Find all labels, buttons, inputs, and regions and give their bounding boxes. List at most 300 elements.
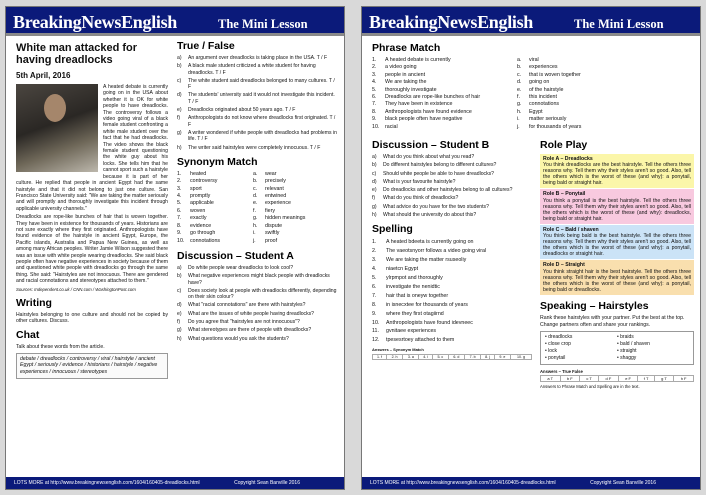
row-right-text: relevant — [265, 185, 284, 192]
item-letter: b) — [372, 162, 377, 169]
row-number: 5. — [372, 86, 377, 93]
item-text: What advice do you have for the two students? — [383, 203, 489, 210]
row-left-text: racial — [385, 123, 398, 130]
role-card — [540, 189, 694, 223]
role-play-heading: Role Play — [540, 139, 588, 151]
footer-link[interactable]: LOTS MORE at http://www.breakingnewsenglish.com/1604/160405-dreadlocks.html — [14, 480, 200, 486]
row-letter: j. — [517, 123, 520, 130]
true-false-list — [177, 55, 337, 151]
match-row — [177, 230, 337, 237]
item-letter: f) — [177, 319, 181, 325]
answers-heading: Answers – Synonym Match — [372, 347, 424, 353]
ranking-row — [545, 341, 689, 348]
question-item — [372, 195, 532, 201]
question-item — [177, 145, 337, 151]
role-card — [540, 154, 694, 188]
question-item — [372, 179, 532, 185]
row-number: 8. — [177, 222, 182, 229]
row-letter: g. — [517, 101, 522, 108]
question-item — [177, 107, 337, 113]
mini-lesson-title: The Mini Lesson — [574, 17, 664, 31]
row-number: 8. — [372, 108, 377, 115]
chat-heading: Chat — [16, 329, 40, 342]
row-letter: j. — [253, 237, 256, 244]
item-text: We are taking the matter rsuseoliy — [386, 257, 467, 264]
phrase-match-list — [372, 57, 694, 131]
row-number: 9. — [372, 116, 377, 123]
spelling-item — [372, 247, 532, 256]
row-number: 5. — [177, 200, 182, 207]
item-letter: b) — [177, 63, 182, 70]
row-letter: h. — [253, 222, 258, 229]
row-number: 1. — [372, 57, 377, 63]
row-letter: b. — [517, 64, 522, 71]
question-item — [177, 288, 337, 301]
question-item — [177, 63, 337, 76]
item-text: A black male student criticized a white student for having dreadlocks. T / F — [188, 63, 316, 76]
match-row — [177, 193, 337, 200]
row-letter: a. — [253, 170, 258, 177]
row-number: 2. — [372, 64, 377, 71]
item-number: 11. — [372, 328, 379, 335]
item-text: niaetcn Egypt — [386, 266, 419, 273]
lesson-page-1 — [5, 6, 345, 490]
item-number: 12. — [372, 337, 380, 344]
row-left-text: people in ancient — [385, 71, 426, 78]
match-row — [177, 223, 337, 230]
row-right-text: for thousands of years — [529, 123, 582, 130]
synonym-heading: Synonym Match — [177, 155, 258, 168]
article-date: 5th April, 2016 — [16, 71, 71, 80]
answer-cell: 4. i — [419, 355, 432, 360]
row-left-text: A heated debate is currently — [385, 57, 451, 63]
item-letter: f) — [177, 115, 181, 122]
chat-intro: Talk about these words from the article. — [16, 344, 105, 351]
role-title: Role D – Straight — [543, 262, 585, 269]
question-item — [372, 212, 532, 218]
item-letter: c) — [177, 287, 182, 294]
spelling-item — [372, 336, 532, 345]
item-text: The vaeotsnyorr follows a video going viral — [386, 248, 487, 255]
page-footer — [6, 477, 344, 489]
tf-answer-cell: b F — [560, 375, 580, 381]
item-text: A heated bdeeta is currently going on — [386, 239, 474, 246]
article-photo — [16, 84, 98, 172]
item-text: The students' university said it would not investigate this incident. T / F — [188, 92, 335, 105]
item-text: Should white people be able to have dreadlocks? — [383, 170, 495, 177]
page-footer — [362, 477, 700, 489]
row-letter: f. — [517, 94, 520, 101]
row-left-text: go through — [190, 230, 216, 237]
item-text: ylrpmpot and thoroughly — [386, 275, 443, 281]
item-letter: h) — [177, 144, 182, 151]
tf-answer-cell: g T — [654, 375, 674, 381]
item-number: 2. — [372, 248, 377, 255]
match-row — [177, 171, 337, 178]
row-number: 2. — [177, 178, 182, 185]
tf-answer-cell: f T — [638, 375, 654, 381]
item-text: gvnitaee experiences — [386, 328, 437, 335]
brand-title: BreakingNewsEnglish — [13, 12, 178, 32]
row-right-text: wear — [265, 170, 277, 177]
row-letter: g. — [253, 215, 258, 222]
item-text: An argument over dreadlocks is taking place in the USA. T / F — [188, 55, 328, 61]
chat-word-box: debate / dreadlocks / controversy / viral / hairstyle / ancient Egypt / seriously / evidence / historians / hairstyle / negative experiences / innocuous / stereotypes — [16, 353, 168, 379]
spelling-item — [372, 292, 532, 301]
question-item — [177, 336, 337, 342]
spelling-item — [372, 274, 532, 283]
question-item — [177, 55, 337, 61]
row-number: 7. — [177, 215, 182, 222]
left-column — [372, 137, 532, 474]
row-letter: c. — [253, 185, 258, 192]
item-letter: h) — [372, 212, 377, 219]
tf-answer-key — [540, 369, 694, 389]
item-text: Do you agree that "hairstyles are not innocuous"? — [188, 319, 300, 325]
row-right-text: hidden meanings — [265, 215, 306, 222]
tf-answer-cell: d F — [599, 375, 619, 381]
answer-cell: 7. b — [465, 355, 481, 360]
item-letter: e) — [177, 107, 182, 114]
answer-cell: 6. d — [448, 355, 464, 360]
item-text: What should the university do about this? — [383, 212, 477, 219]
item-text: Does society look at people with dreadlocks differently, depending on their skin colour? — [188, 287, 337, 301]
item-letter: e) — [372, 187, 377, 194]
match-row — [372, 116, 694, 123]
match-row — [372, 94, 694, 101]
ranking-row — [545, 348, 689, 355]
answer-cell: 10. g — [511, 355, 532, 360]
article-sources: Sources: Independent.co.uk / CNN.com / WashingtonPost.com — [16, 286, 136, 292]
question-item — [177, 273, 337, 286]
ranking-row — [545, 355, 689, 362]
masthead — [362, 7, 700, 36]
exercise-column — [177, 40, 337, 474]
match-row — [372, 79, 694, 86]
question-item — [177, 302, 337, 308]
discussion-b-heading: Discussion – Student B — [372, 139, 490, 151]
row-left-text: applicable — [190, 200, 214, 207]
row-letter: f. — [253, 207, 256, 214]
row-right-text: fiery — [265, 207, 276, 214]
item-text: Do dreadlocks and other hairstyles belong to all cultures? — [383, 187, 513, 194]
item-number: 7. — [372, 292, 377, 299]
item-letter: a) — [177, 55, 182, 61]
row-left-text: controversy — [190, 178, 218, 185]
masthead — [6, 7, 344, 36]
match-row — [372, 101, 694, 108]
match-row — [372, 57, 694, 64]
row-letter: e. — [517, 86, 522, 93]
answer-cell: 8. j — [481, 355, 494, 360]
item-text: What are the issues of white people having dreadlocks? — [188, 310, 315, 317]
row-number: 9. — [177, 230, 182, 237]
role-cards — [540, 154, 694, 295]
match-row — [372, 64, 694, 71]
item-number: 6. — [372, 283, 377, 290]
item-number: 9. — [372, 310, 377, 317]
discussion-a-heading: Discussion – Student A — [177, 249, 294, 262]
tf-answer-cell: e F — [618, 375, 638, 381]
row-left-text: We are taking the — [385, 79, 427, 86]
row-right-text: of the hairstyle — [529, 86, 564, 93]
row-number: 10. — [372, 123, 380, 130]
row-number: 3. — [372, 71, 377, 78]
item-text: A writer wondered if white people with dreadlocks had problems in life. T / F — [188, 129, 337, 143]
row-left-text: promptly — [190, 193, 211, 200]
role-title: Role C – Bald / shaven — [543, 226, 599, 233]
item-letter: d) — [177, 92, 182, 99]
item-letter: g) — [177, 327, 182, 334]
item-number: 10. — [372, 319, 380, 326]
row-letter: i. — [517, 116, 520, 123]
row-left-text: woven — [190, 207, 206, 214]
question-item — [177, 115, 337, 128]
row-number: 4. — [177, 193, 182, 200]
row-right-text: entwined — [265, 193, 287, 200]
item-letter: f) — [372, 195, 376, 202]
spelling-item — [372, 319, 532, 328]
article-paragraph: A heated debate is currently going on in the USA about whether it is OK for white people to have dreadlocks. The controversy follows a video going viral of a black female student confronting a white male student over the fact that he had dreadlocks. The video shows the black female student questioning the white guy about his locks. She tells him that he cannot sport such a hairstyle because it is part of her culture. He replied that people in ancient Egypt had the same hairstyle and that it did not belong to just one culture. San Francisco State University said: "We are taking the matter seriously and will promptly and thoroughly investigate this incident through applicable university channels." — [16, 84, 168, 212]
row-letter: c. — [517, 71, 522, 78]
ranking-item: • ponytail — [545, 354, 566, 361]
answer-cell: 2. h — [386, 355, 402, 360]
row-number: 10. — [177, 237, 185, 244]
ranking-item: • lock — [545, 348, 558, 355]
writing-prompt: Hairstyles belonging to one culture and should not be copied by other cultures. Discuss. — [16, 311, 168, 324]
item-number: 8. — [372, 301, 377, 308]
row-letter: d. — [517, 79, 522, 86]
question-item — [372, 162, 532, 168]
ranking-item: • bald / shaven — [617, 341, 650, 348]
spelling-item — [372, 238, 532, 247]
item-text: in isnecxtee for thousands of years — [386, 301, 468, 308]
role-text: You think dreadlocks are the best hairstyle. Tell the others three reasons why. Tell them why their styles aren't so good. Also, tell the others which is the worst of these (and why): a ponytail, being bald or straight hair. — [543, 162, 691, 187]
item-text: tpesesrtoey attached to them — [386, 337, 455, 344]
tf-answer-cell: h F — [674, 375, 694, 381]
item-text: What questions would you ask the students? — [188, 335, 289, 342]
match-row — [372, 124, 694, 131]
item-text: What "racial connotations" are there with hairstyles? — [188, 302, 306, 309]
item-text: hair that is oneyw together — [386, 292, 449, 299]
row-letter: h. — [517, 108, 522, 115]
row-right-text: that is woven together — [529, 71, 581, 78]
right-column — [540, 137, 694, 474]
item-text: where they first otagiirnd — [386, 310, 444, 317]
item-text: Anthropologists do not know where dreadlocks first originated. T / F — [188, 115, 336, 128]
phrase-match-section — [372, 40, 694, 136]
item-text: investigate the nenidtic — [386, 283, 440, 290]
ranking-item: • braids — [617, 334, 634, 341]
item-number: 3. — [372, 257, 377, 264]
item-text: The white student said dreadlocks belonged to many cultures. T / F — [188, 77, 335, 91]
role-text: You think a ponytail is the best hairstyle. Tell the others three reasons why. Tell them why their styles aren't so good. Also, tell the others which is the worst of these (and why): dreadlocks, being bald or straight hair. — [543, 197, 691, 222]
question-item — [177, 327, 337, 333]
item-text: What is your favourite hairstyle? — [383, 178, 456, 185]
match-row — [372, 87, 694, 94]
row-number: 4. — [372, 79, 377, 86]
spelling-item — [372, 310, 532, 319]
row-right-text: this incident — [529, 94, 557, 101]
spelling-item — [372, 256, 532, 265]
row-left-text: exactly — [190, 215, 207, 222]
article-column — [16, 40, 168, 474]
item-letter: b) — [177, 273, 182, 280]
row-number: 6. — [372, 94, 377, 101]
mini-lesson-title: The Mini Lesson — [218, 17, 308, 31]
row-right-text: swiftly — [265, 230, 280, 237]
row-letter: i. — [253, 230, 256, 237]
lesson-page-2 — [361, 6, 701, 490]
row-right-text: experience — [265, 200, 291, 207]
spelling-item — [372, 265, 532, 274]
answer-cell: 9. e — [494, 355, 510, 360]
item-text: What negative experiences might black people with dreadlocks have? — [188, 273, 330, 286]
match-row — [372, 109, 694, 116]
question-item — [177, 92, 337, 105]
row-left-text: evidence — [190, 222, 212, 229]
role-card — [540, 225, 694, 259]
row-number: 7. — [372, 101, 377, 108]
speaking-heading: Speaking – Hairstyles — [540, 299, 649, 312]
item-letter: g) — [372, 203, 377, 210]
item-number: 1. — [372, 239, 377, 246]
row-right-text: experiences — [529, 64, 558, 71]
question-item — [372, 171, 532, 177]
row-left-text: connotations — [190, 237, 221, 244]
item-text: Anthropologists have found idevneec — [386, 319, 473, 326]
row-left-text: Dreadlocks are rope-like bunches of hair — [385, 94, 481, 101]
row-left-text: thoroughly investigate — [385, 86, 437, 93]
question-item — [177, 319, 337, 325]
item-text: Do different hairstyles belong to different cultures? — [383, 162, 497, 169]
item-letter: e) — [177, 310, 182, 317]
true-false-heading: True / False — [177, 40, 235, 52]
footer-copyright: Copyright Sean Banville 2016 — [234, 480, 300, 486]
spelling-item — [372, 301, 532, 310]
item-letter: h) — [177, 335, 182, 342]
item-text: The writer said hairstyles were completely innocuous. T / F — [188, 144, 321, 151]
row-right-text: viral — [529, 57, 539, 63]
question-item — [372, 187, 532, 193]
question-item — [177, 265, 337, 271]
item-letter: d) — [372, 178, 377, 185]
spelling-list — [372, 238, 532, 345]
item-text: What do you think about what you read? — [383, 154, 475, 160]
row-left-text: black people often have negative — [385, 116, 463, 123]
item-text: Dreadlocks originated about 50 years ago. T / F — [188, 107, 296, 114]
item-letter: a) — [372, 154, 377, 160]
match-row — [372, 72, 694, 79]
row-left-text: Anthropologists have found evidence — [385, 108, 472, 115]
footer-copyright: Copyright Sean Banville 2016 — [590, 480, 656, 486]
ranking-item: • shaggy — [617, 354, 637, 361]
brand-title: BreakingNewsEnglish — [369, 12, 534, 32]
row-letter: d. — [253, 193, 258, 200]
question-item — [177, 78, 337, 91]
item-number: 4. — [372, 266, 377, 273]
row-right-text: Egypt — [529, 108, 543, 115]
item-letter: a) — [177, 264, 182, 271]
role-title: Role B – Ponytail — [543, 191, 586, 198]
row-right-text: going on — [529, 79, 550, 86]
footer-link[interactable]: LOTS MORE at http://www.breakingnewsenglish.com/1604/160405-dreadlocks.html — [370, 480, 556, 486]
ranking-item: • straight — [617, 348, 637, 355]
ranking-row — [545, 334, 689, 341]
item-text: What stereotypes are there of people with dreadlocks? — [188, 327, 312, 334]
match-row — [177, 215, 337, 222]
tf-answer-note: Answers to Phrase Match and Spelling are in the text. — [540, 383, 640, 389]
row-right-text: precisely — [265, 178, 286, 185]
match-row — [177, 200, 337, 207]
row-letter: e. — [253, 200, 258, 207]
tf-answer-cell: c T — [580, 375, 599, 381]
answer-cell: 5. c — [432, 355, 448, 360]
match-row — [177, 208, 337, 215]
article-title: White man attacked for having dreadlocks — [16, 42, 138, 66]
question-item — [177, 311, 337, 317]
tf-answer-key-title: Answers – True False — [540, 368, 583, 374]
match-row — [177, 238, 337, 245]
item-text: Do white people wear dreadlocks to look cool? — [188, 264, 294, 271]
item-text: What do you think of dreadlocks? — [383, 195, 459, 202]
row-letter: b. — [253, 178, 258, 185]
row-left-text: sport — [190, 185, 202, 192]
answer-cell: 3. a — [403, 355, 419, 360]
role-text: You think straight hair is the best hairstyle. Tell the others three reasons why. Tell them why their styles aren't so good. Also, tell the others which is the worst of these (and why): a ponytail, being bald or dreadlocks. — [543, 268, 691, 293]
ranking-box — [540, 331, 694, 364]
question-item — [372, 204, 532, 210]
row-right-text: connotations — [529, 101, 560, 108]
spelling-item — [372, 283, 532, 292]
item-letter: c) — [372, 170, 377, 177]
row-left-text: heated — [190, 170, 207, 177]
answers-table — [372, 354, 532, 360]
spelling-heading: Spelling — [372, 223, 413, 236]
question-item — [372, 154, 532, 160]
writing-heading: Writing — [16, 296, 52, 309]
phrase-match-heading: Phrase Match — [372, 42, 441, 54]
row-number: 1. — [177, 170, 182, 177]
question-item — [177, 130, 337, 143]
ranking-item: • dreadlocks — [545, 334, 573, 341]
discussion-a-list — [177, 265, 337, 342]
row-number: 6. — [177, 207, 182, 214]
answer-cell: 1. f — [373, 355, 387, 360]
role-card — [540, 260, 694, 294]
item-letter: c) — [177, 77, 182, 84]
role-title: Role A – Dreadlocks — [543, 156, 593, 162]
role-text: You think being bald is the best hairstyle. Tell the others three reasons why. Tell them why their styles aren't so good. Also, tell the others which is the worst of these (and why): a ponytail, dreadlocks or straight hair. — [543, 233, 691, 258]
match-row — [177, 186, 337, 193]
tf-answer-cell: a T — [541, 375, 561, 381]
article-paragraph: Dreadlocks are rope-like bunches of hair that is woven together. They have been in existence for thousands of years. Historians are not sure exactly where they first originated. Anthropologists have found evidence of the hairstyle in ancient Egypt, Europe, the Pacific islands, Australia and Papua New Guinea, as well as among many African peoples. Writer Jamie Wilson suggested there was an issue with white people wearing dreadlocks. She said black people often have negative experiences in society because of them and questioned white people with dreadlocks go through the same thing. She said: "Hairstyles are not innocuous. There are gendered and racial connotations and stereotypes attached to them." — [16, 214, 168, 285]
item-number: 5. — [372, 275, 377, 281]
synonym-list — [177, 171, 337, 245]
row-number: 3. — [177, 185, 182, 192]
speaking-intro: Rank these hairstyles with your partner. Put the best at the top. Change partners often and share your rankings. — [540, 314, 685, 328]
row-right-text: proof — [265, 237, 278, 244]
row-right-text: dispute — [265, 222, 283, 229]
row-right-text: matter seriously — [529, 116, 567, 123]
row-letter: a. — [517, 57, 522, 63]
row-left-text: a video going — [385, 64, 417, 71]
discussion-b-list — [372, 154, 532, 218]
match-row — [177, 178, 337, 185]
item-letter: g) — [177, 129, 182, 136]
ranking-item: • close crop — [545, 341, 571, 348]
item-letter: d) — [177, 302, 182, 309]
